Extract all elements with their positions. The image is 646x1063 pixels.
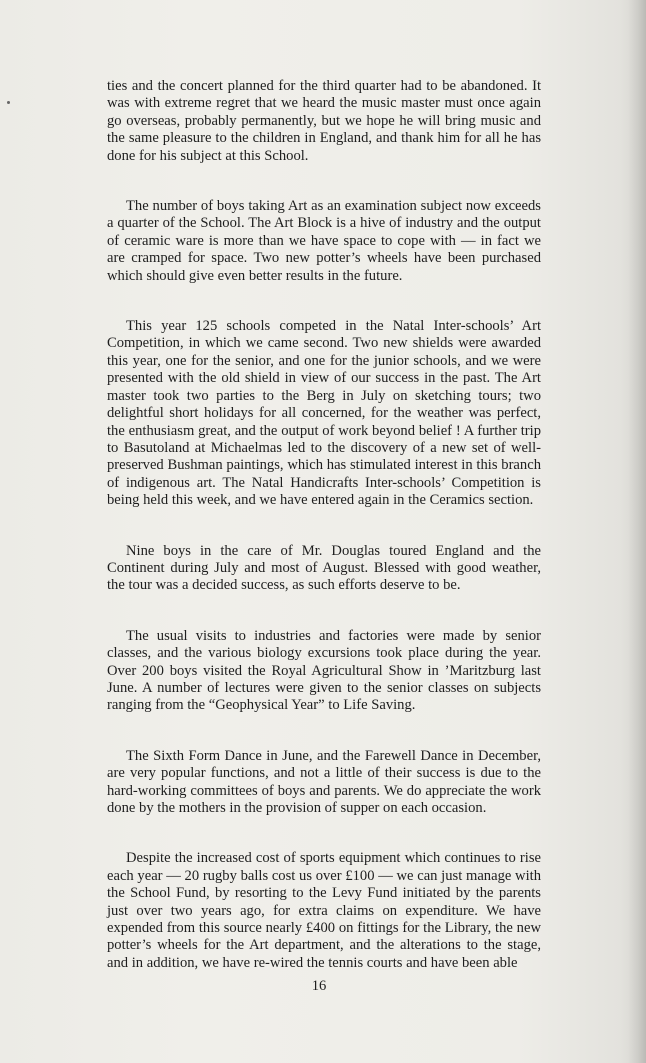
page-number: 16	[311, 978, 327, 994]
paragraph-dances: The Sixth Form Dance in June, and the Farewell Dance in December, are very popular functions, and not a little of their success is due to the hard-working committees of boys and parents. We do appreciate the work done by the mothers in the provision of supper on each occasion.	[107, 747, 541, 816]
paragraph-music-master: ties and the concert planned for the third quarter had to be abandoned. It was with extreme regret that we heard the music master must once again go overseas, probably permanently, but we hope he will bring music and the same pleasure to the children in England, and thank him for all he has done for his subject at this School.	[107, 78, 541, 164]
page-edge-shadow	[628, 0, 646, 1063]
paragraph-art-competition: This year 125 schools competed in the Natal Inter-schools’ Art Competition, in which we came second. Two new shields were awarded this year, one for the senior, and one for the junior schools, and we were presented with the old shield in view of our success in the past. The Art master took two parties to the Berg in July on sketching tours; two delightful short holidays for all concerned, for the weather was perfect, the enthusiasm great, and the output of work beyond belief ! A further trip to Basutoland at Michaelmas led to the discovery of a new set of well-preserved Bushman paintings, which has stimulated interest in this branch of indigenous art. The Natal Handicrafts Inter-schools’ Competition is being held this week, and we have entered again in the Ceramics section.	[107, 318, 541, 509]
body-text	[107, 78, 541, 1005]
scan-speck	[7, 101, 10, 104]
paragraph-sports-fund: Despite the increased cost of sports equipment which continues to rise each year — 20 rugby balls cost us over £100 — we can just manage with the School Fund, by resorting to the Levy Fund initiated by the parents just over two years ago, for extra claims on expenditure. We have expended from this source nearly £400 on fittings for the Library, the new potter’s wheels for the Art department, and the alterations to the stage, and in addition, we have re-wired the tennis courts and have been able	[107, 850, 541, 971]
paragraph-art-examination: The number of boys taking Art as an examination subject now exceeds a quarter of the School. The Art Block is a hive of industry and the output of ceramic ware is more than we have space to cope with — in fact we are cramped for space. Two new potter’s wheels have been purchased which should give even better results in the future.	[107, 198, 541, 284]
paragraph-europe-tour: Nine boys in the care of Mr. Douglas toured England and the Continent during July and most of August. Blessed with good weather, the tour was a decided success, as such efforts deserve to be.	[107, 542, 541, 594]
paragraph-excursions: The usual visits to industries and factories were made by senior classes, and the various biology excursions took place during the year. Over 200 boys visited the Royal Agricultural Show in ’Maritzburg last June. A number of lectures were given to the senior classes on subjects ranging from the “Geophysical Year” to Life Saving.	[107, 627, 541, 714]
